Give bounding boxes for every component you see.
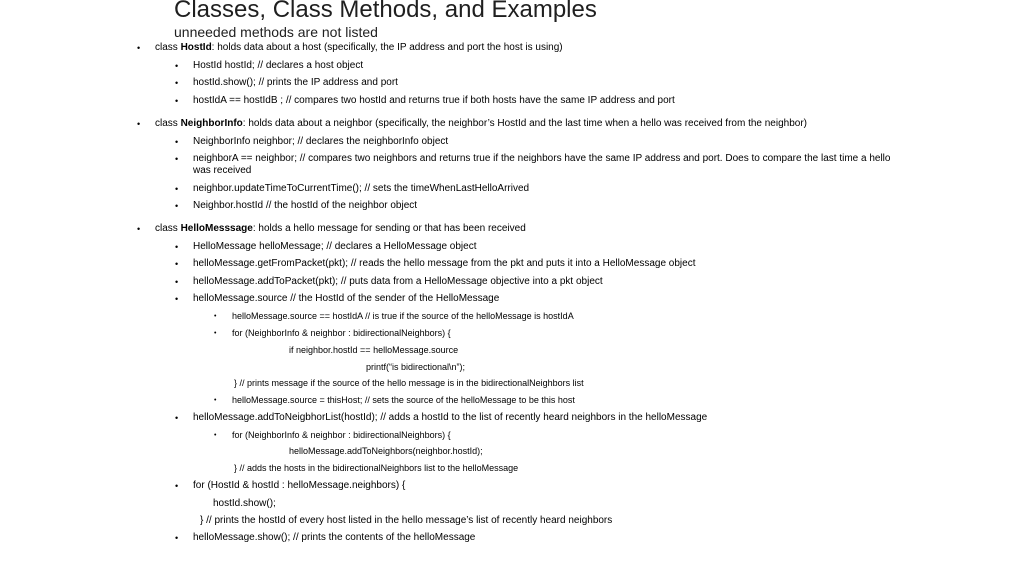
list-item: hostIdA == hostIdB ; // compares two hostId and returns true if both hosts have the same IP address and port [193,95,675,106]
section-hostid-heading: class HostId: holds data about a host (specifically, the IP address and port the host is using) [155,42,563,53]
list-item: HostId hostId; // declares a host object [193,60,364,71]
bullet: • [175,78,179,88]
bullet: • [175,481,179,491]
section-neighborinfo-heading: class NeighborInfo: holds data about a neighbor (specifically, the neighbor’s HostId and the last time when a hello was received from the neighbor) [155,118,807,129]
bullet: • [175,137,179,147]
bullet: • [175,533,179,543]
bullet: • [214,432,217,439]
list-item: helloMessage.getFromPacket(pkt); // reads the hello message from the pkt and puts it into a HelloMessage object [193,258,696,269]
bullet: • [137,119,141,129]
bullet: • [175,259,179,269]
bullet: • [175,277,179,287]
slide-subtitle: unneeded methods are not listed [174,24,378,40]
code-line: hostId.show(); [213,498,276,509]
list-item: helloMessage.source == hostIdA // is true if the source of the helloMessage is hostIdA [232,311,574,321]
list-item: helloMessage.source = thisHost; // sets the source of the helloMessage to be this host [232,395,575,405]
list-item: hostId.show(); // prints the IP address and port [193,77,398,88]
bullet: • [175,61,179,71]
bullet: • [137,224,141,234]
list-item: for (NeighborInfo & neighbor : bidirectionalNeighbors) { [232,328,451,338]
list-item: helloMessage.source // the HostId of the sender of the HelloMessage [193,293,500,304]
code-line: } // prints message if the source of the hello message is in the bidirectionalNeighbors list [234,378,584,388]
bullet: • [214,397,217,404]
code-line: if neighbor.hostId == helloMessage.source [289,345,459,355]
bullet: • [175,184,179,194]
bullet: • [175,413,179,423]
bullet: • [214,313,217,320]
section-hellomessage-heading: class HelloMesssage: holds a hello message for sending or that has been received [155,223,526,234]
list-item: neighbor.updateTimeToCurrentTime(); // sets the timeWhenLastHelloArrived [193,183,530,194]
code-line: printf(“is bidirectional\n”); [366,362,466,372]
code-line: } // adds the hosts in the bidirectionalNeighbors list to the helloMessage [234,463,519,473]
list-item: NeighborInfo neighbor; // declares the neighborInfo object [193,136,449,147]
bullet: • [214,330,217,337]
list-item: helloMessage.addToNeigbhorList(hostId); // adds a hostId to the list of recently heard neighbors in the helloMessage [193,412,708,423]
bullet: • [137,43,141,53]
list-item: Neighbor.hostId // the hostId of the neighbor object [193,200,418,211]
bullet: • [175,154,179,164]
list-item: HelloMessage helloMessage; // declares a HelloMessage object [193,241,477,252]
list-item: helloMessage.addToPacket(pkt); // puts data from a HelloMessage objective into a pkt object [193,276,603,287]
bullet: • [175,201,179,211]
list-item: for (NeighborInfo & neighbor : bidirectionalNeighbors) { [232,430,451,440]
list-item: helloMessage.show(); // prints the contents of the helloMessage [193,532,476,543]
bullet: • [175,294,179,304]
code-line: } // prints the hostId of every host listed in the hello message’s list of recently heard neighbors [200,515,613,526]
list-item: neighborA == neighbor; // compares two neighbors and returns true if the neighbors have the same IP address and port. Does to compare the last time a hello was received [193,153,891,176]
bullet: • [175,96,179,106]
list-item: for (HostId & hostId : helloMessage.neighbors) { [193,480,406,491]
bullet: • [175,242,179,252]
slide-title: Classes, Class Methods, and Examples [174,0,597,23]
code-line: helloMessage.addToNeighbors(neighbor.hostId); [289,446,483,456]
